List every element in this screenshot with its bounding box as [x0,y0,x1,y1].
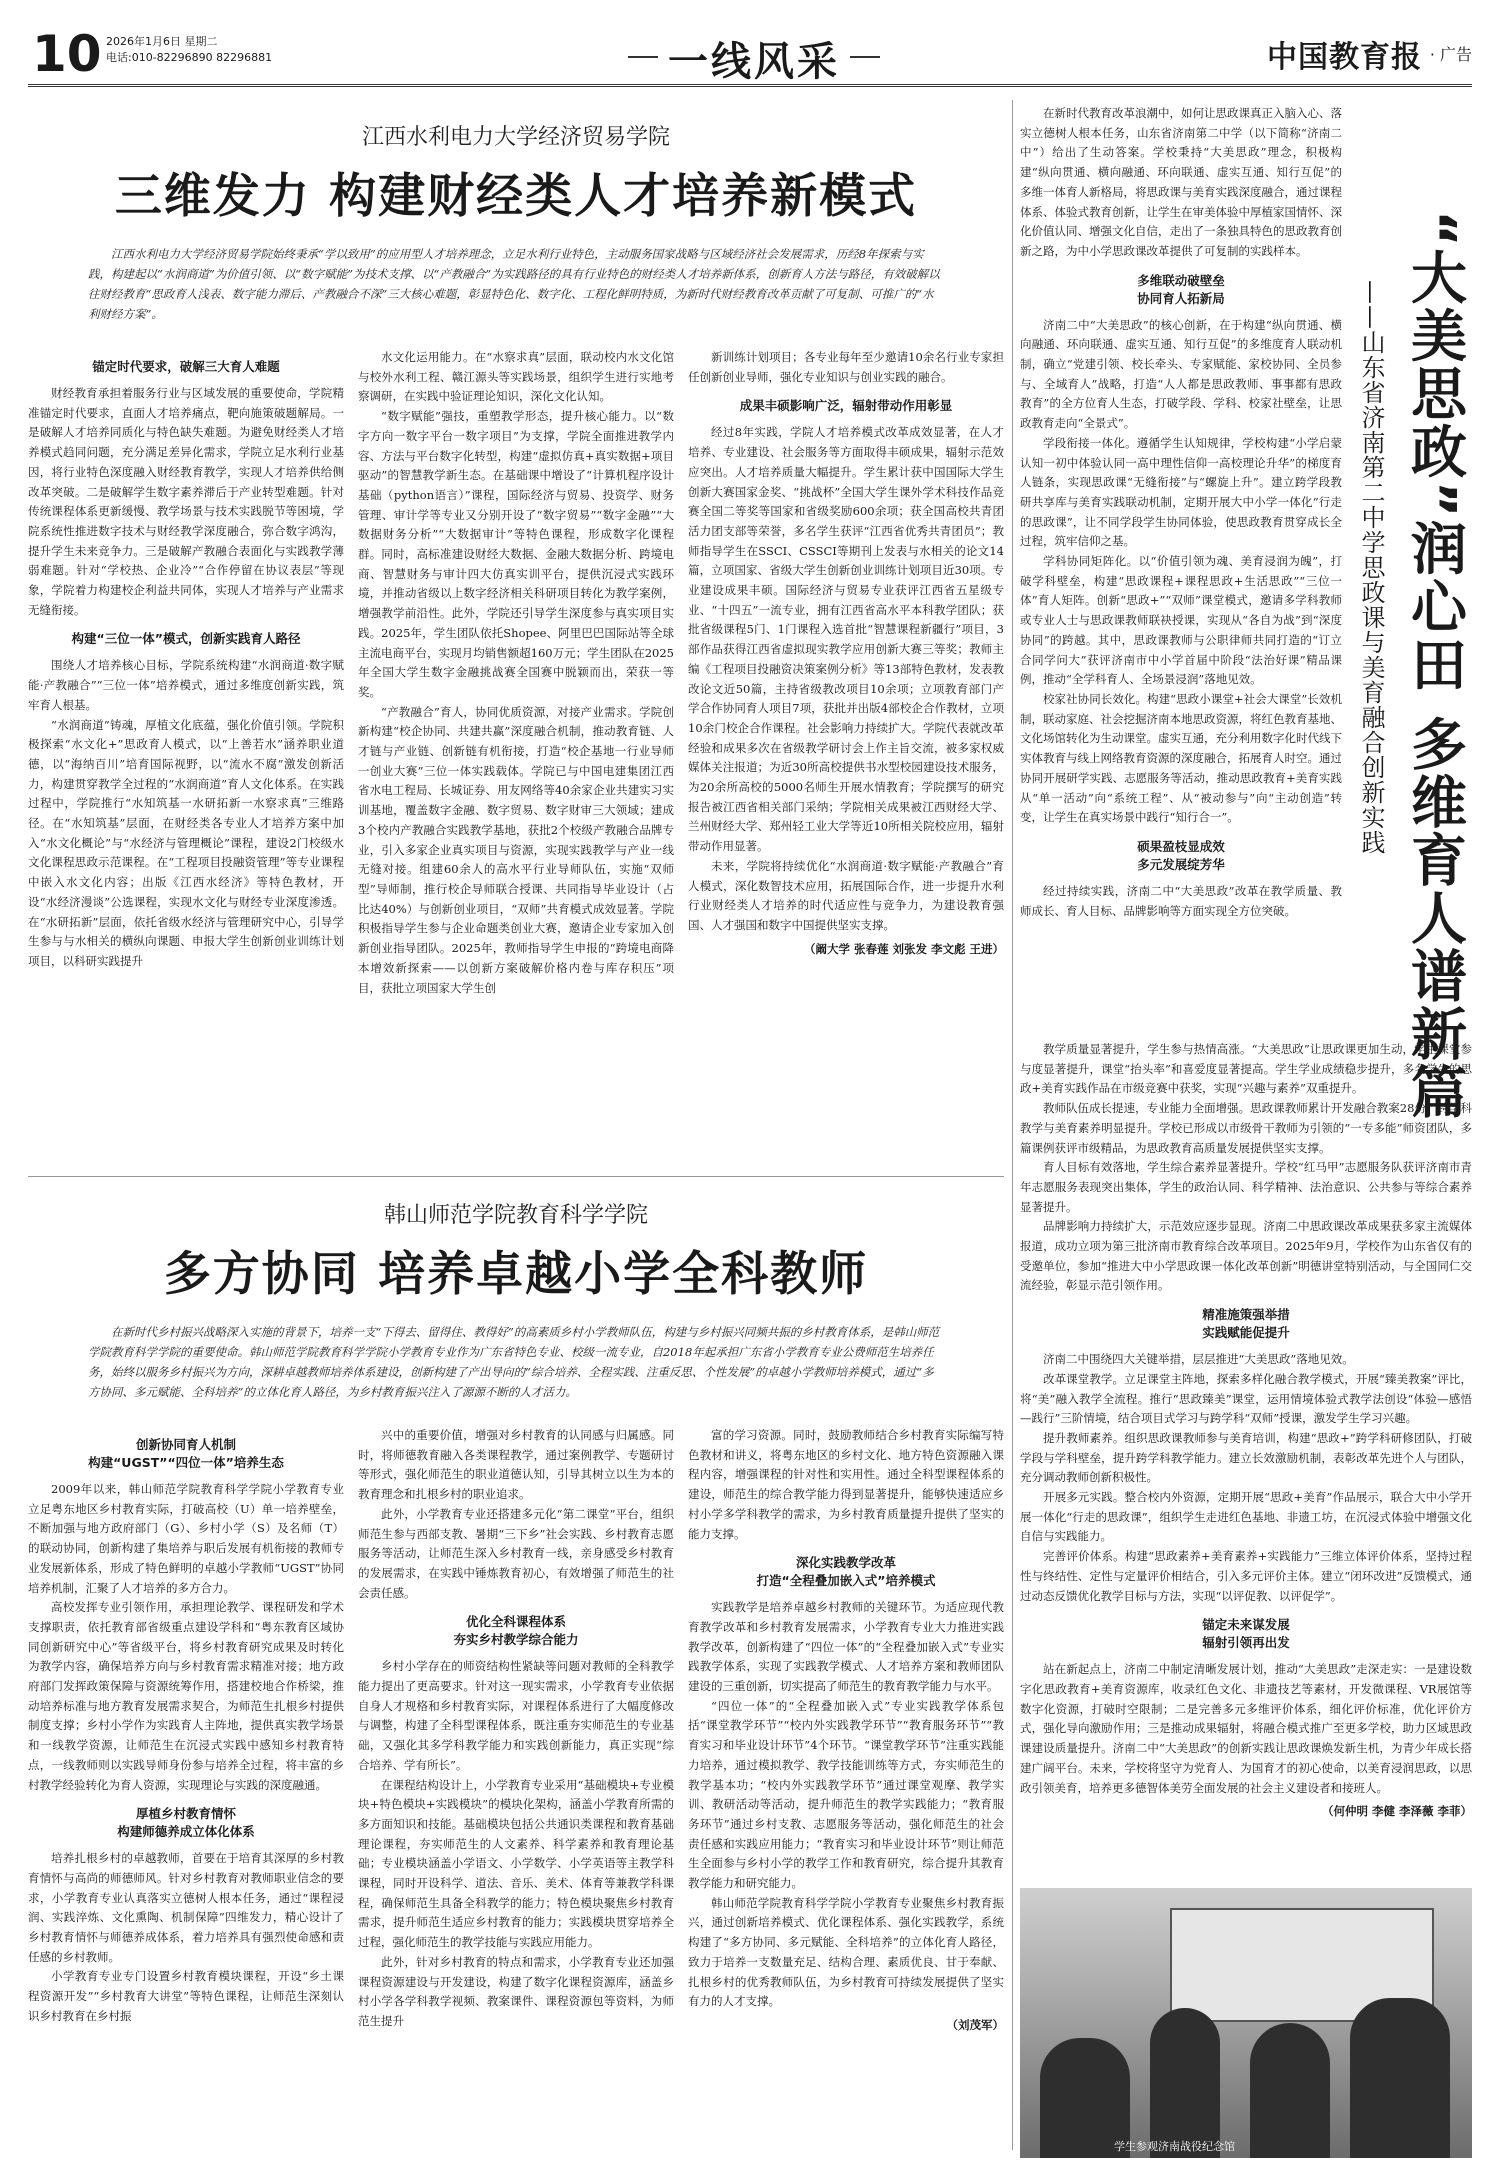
article-lead: 在新时代乡村振兴战略深入实施的背景下，培养一支“下得去、留得住、教得好”的高素质乡村小学教师队伍，构建与乡村振兴同频共振的乡村教育体系，是韩山师范学院教育科学学院的重要使命。韩山师范学院教育科学学院小学教育专业作为广东省特色专业、校级一流专业，自2018年起承担广东省小学教育专业公费师范生培养任务，始终以服务乡村振兴为方向，深耕卓越教师培养体系建设，创新构建了产出导向的“综合培养、全程实践、注重反思、个性发展”的卓越小学教师培养模式，通过“多方协同、多元赋能、全科培养”的立体化育人路径，为乡村教育振兴注入了源源不断的人才活力。 [88,1325,940,1399]
paragraph: 培养扎根乡村的卓越教师，首要在于培育其深厚的乡村教育情怀与高尚的师德师风。针对乡村教育对教师职业信念的要求，小学教育专业认真落实立德树人根本任务，通过“课程浸润、实践淬炼、文化熏陶、机制保障”四维发力，精心设计了乡村教育情怀与师德养成体系，着力培养具有强烈使命感和责任感的乡村教师。 [28,1851,344,1964]
paragraph: 在课程结构设计上，小学教育专业采用“基础模块+专业模块+特色模块+实践模块”的模块化架构，涵盖小学教育所需的多方面知识和技能。基础模块包括公共通识类课程和教育基础理论课程，夯实师范生的人文素养、科学素养和教育理论基础；专业模块涵盖小学语文、小学数学、小学英语等主教学科课程，同时开设科学、道法、音乐、美术、体育等兼教学科课程，确保师范生具备全科教学的能力；特色模块聚焦乡村教育需求，提升师范生适应乡村教育的能力；实践模块贯穿培养全过程，强化师范生的教学技能与实践应用能力。 [358,1777,674,1950]
article-kicker: 江西水利电力大学经济贸易学院 [361,125,670,150]
subheading: 精准施策强举措 实践赋能促提升 [1202,1307,1290,1341]
article-column [358,1426,674,2106]
paragraph: 财经教育承担着服务行业与区域发展的重要使命，学院精准锚定时代要求，直面人才培养痛点，靶向施策破题解局。一是破解人才培养同质化与特色缺失难题。为避免财经类人才培养模式趋同问题，充分满足差异化需求，学院立足水利行业基因，将行业特色深度融入财经教育教学，实现人才培养供给侧改革突破。二是破解学生数字素养滞后于产业转型难题。针对传统课程体系更新缓慢、教学场景与技术实践脱节等困境，学院系统性推进数字技术与财经教学深度融合，弥合数字鸿沟，提升学生未来竞争力。三是破解产教融合表面化与实践教学薄弱难题。针对“学校热、企业冷”“合作停留在协议表层”等现象，学院着力构建校企利益共同体，实现人才培养与产业需求无缝衔接。 [28,386,344,617]
article-subtitle-vertical: ——山东省济南第二中学思政课与美育融合创新实践 [1357,280,1385,855]
paragraph: 改革课堂教学。立足课堂主阵地，探索多样化融合教学模式，开展“臻美教案”评比，将“美”融入教学全流程。推行“思政臻美”课堂，运用情境体验式教学法创设“体验—感悟—践行”三阶情境，结合项目式学习与跨学科“双师”授课，激发学生学习兴趣。 [1020,1371,1472,1426]
subheading: 锚定时代要求，破解三大育人难题 [92,359,280,374]
article-separator [28,1176,1004,1177]
article-headline-vertical: “大美思政”润心田 多维育人谱新篇 [1402,210,1467,1122]
article-lead: 江西水利电力大学经济贸易学院始终秉承“学以致用”的应用型人才培养理念，立足水利行业特色，主动服务国家战略与区域经济社会发展需求，历经8年探索与实践，构建起以“水润商道”为价值引领、以“数字赋能”为技术支撑、以“产教融合”为实践路径的具有行业特色的财经类人才培养新体系，创新育人方法与路径，有效破解以往财经教育“思政育人浅表、数字能力滞后、产教融合不深”三大核心难题，彰显特色化、数字化、工程化鲜明特质，为新时代财经教育改革贡献了可复制、可推广的“水利财经方案”。 [88,247,940,321]
paragraph: 未来，学院将持续优化“水润商道·数字赋能·产教融合”育人模式，深化数智技术应用，拓展国际合作，进一步提升水利行业财经类人才培养的时代适应性与竞争力，为建设教育强国、人才强国和数字中国提供坚实支撑。 [688,858,1004,932]
paragraph: 学科协同矩阵化。以“价值引领为魂、美育浸润为魄”，打破学科壁垒，构建“思政课程+课程思政+生活思政”“三位一体”育人矩阵。创新“思政+”“双师”课堂模式，邀请多学科教师或专业人士与思政课教师联袂授课，实现从“各自为战”到“深度协同”的跨越。其中，思政课教师与公职律师共同打造的“订立合同学问大”获评济南市中小学首届中阶段“法治好课”精品课例，推动“全学科育人、全场景浸润”落地见效。 [1020,554,1342,687]
article-column [358,348,674,1118]
subheading: 深化实践教学改革 打造“全程叠加嵌入式”培养模式 [756,1555,936,1589]
paragraph: 教学质量显著提升，学生参与热情高涨。“大美思政”让思政课更加生动，学生课堂参与度显著提升，课堂“抬头率”和喜爱度显著提高。学生学业成绩稳步提升，多名学生的思政+美育实践作品在市级竞赛中获奖，实现“兴趣与素养”双重提升。 [1020,1042,1472,1096]
page-number: 10 [32,25,102,83]
article-headline: 三维发力 构建财经类人才培养新模式 [114,169,918,224]
paragraph: 完善评价体系。构建“思政素养+美育素养+实践能力”三维立体评价体系，坚持过程性与终结性、定性与定量评价相结合，引入多元评价主体。建立“闭环改进”反馈模式，通过动态反馈优化教学目标与方法，实现“以评促教、以评促学”。 [1020,1549,1472,1603]
paragraph: 高校发挥专业引领作用，承担理论教学、课程研发和学术支撑职责，依托教育部省级重点建设学科和“粤东教育区域协同创新研究中心”等省级平台，将乡村教育研究成果及时转化为教学内容，确保培养方向与乡村教育需求精准对接；地方政府部门发挥政策保障与资源统筹作用，搭建校地合作桥梁，推动培养标准与地方教育发展需求契合，为师范生扎根乡村提供制度支撑；乡村小学作为实践育人主阵地，提供真实教学场景和一线教学资源，让师范生在沉浸式实践中感知乡村教育特点，一线教师则以实践导师身份参与培养全过程，将丰富的乡村教学经验转化为育人资源，实现理论与实践的深度融通。 [28,1600,344,1792]
byline: （刘茂军） [946,2017,1004,2032]
visitor-figure [1350,1998,1450,2158]
visitor-figure [1250,2023,1330,2158]
subheading: 锚定未来谋发展 辐射引领再出发 [1202,1617,1290,1651]
subheading: 优化全科课程体系 夯实乡村教学综合能力 [453,1614,579,1648]
paragraph: 站在新起点上，济南二中制定清晰发展计划，推动“大美思政”走深走实：一是建设数字化思政教育+美育资源库，收录红色文化、非遗技艺等素材，开发微课程、VR展馆等数字化资源，打破时空限制；二是完善多元多维评价体系，细化评价标准，优化评价方式，强化导向激励作用；三是推动成果辐射，将融合模式推广至更多学校，助力区域思政课建设质量提升。济南二中“大美思政”的创新实践让思政课焕发新生机，为青少年成长搭建广阔平台。未来，学校将坚守为党育人、为国育才的初心使命，以美育浸润思政，以思政引领美育，培养更多德智体美劳全面发展的社会主义建设者和接班人。 [1020,1662,1472,1795]
paragraph: 此外，小学教育专业还搭建多元化“第二课堂”平台，组织师范生参与西部支教、暑期“三下乡”社会实践、乡村教育志愿服务等活动，让师范生深入乡村教育一线，亲身感受乡村教育的发展需求，在实践中锤炼教育初心，有效增强了师范生的社会责任感。 [358,1506,674,1600]
article-headline: 多方协同 培养卓越小学全科教师 [163,1247,869,1302]
paragraph: “数字赋能”强技，重塑教学形态，提升核心能力。以“数字方向一数字平台一数字项目”为支撑，学院全面推进教学内容、方法与平台数字化转型，构建“虚拟仿真+真实数据+项目驱动”的智慧教学新生态。在基础课中增设了“计算机程序设计基础（python语言）”课程，国际经济与贸易、投资学、财务管理、审计学等专业又分别开设了“数字贸易”“数字金融”“大数据财务分析”“大数据审计”等特色课程，形成数字化课程群。同时，高标准建设财经大数据、金融大数据分析、跨境电商、智慧财务与审计四大仿真实训平台，提供沉浸式实践环境，并推动省级以上数字经济相关科研项目转化为教学案例，增强教学前沿性。此外，学院还引导学生深度参与真实项目实践。2025年，学生团队依托Shopee、阿里巴巴国际站等全球主流电商平台，实现月均销售额超160万元；学生团队在2025年全国大学生数字金融挑战赛全国赛中脱颖而出，荣获一等奖。 [358,409,674,699]
subheading: 成果丰硕影响广泛，辐射带动作用彰显 [739,398,953,414]
paragraph: 校家社协同长效化。构建“思政小课堂+社会大课堂”长效机制，联动家庭、社会挖掘济南本地思政资源，将红色教育基地、文化场馆转化为生动课堂。虚实互通，充分利用数字化时代线下实体教育与线上网络教育资源的深度融合，拓展育人时空。通过协同开展研学实践、志愿服务等活动，推动思政教育+美育实践从“单一活动”向“系统工程”、从“被动参与”向“主动创造”转变，让学生在真实场景中践行“知行合一”。 [1020,691,1342,825]
article-jiangxi [28,100,1004,1170]
paragraph: 济南二中“大美思政”的核心创新，在于构建“纵向贯通、横向融通、环向联通、虚实互通、知行互促”的多维度育人联动机制，确立“党建引领、校长牵头、专家赋能、家校协同、全员参与、全域育人”战略，打造“人人都是思政教师、事事都有思政教育”的全方位育人生态，打破学段、学科、校家社壁垒，让思政教育走向“全景式”。 [1020,317,1342,431]
article-kicker: 韩山师范学院教育科学学院 [383,1203,648,1228]
subheading: 多维联动破壁垒 协同育人拓新局 [1137,272,1225,306]
paragraph: “产教融合”育人，协同优质资源，对接产业需求。学院创新构建“校企协同、共建共赢”深度融合机制，推动教育链、人才链与产业链、创新链有机衔接，打造“校企基地一行业导师一创业大赛”三位一体实践载体。学院已与中国电建集团江西省水电工程局、长城证券、用友网络等40余家企业共建实习实训基地，覆盖数字金融、数字贸易、数字财审三大领域；建成3个校内产教融合实践教学基地，获批2个校级产教融合品牌专业，引入多家企业真实项目与资源，实现实践教学与产业一线无缝对接。组建60余人的高水平行业导师队伍，实施“双师型”导师制，推行校企导师联合授课、共同指导毕业设计（占比达40%）与创新创业项目，“双师”共育模式成效显著。学院积极指导学生参与企业命题类创业大赛，邀请企业专家加入创新创业指导团队。2025年，教师指导学生申报的“跨境电商降本增效新探索——以创新方案破解价格内卷与库存积压”项目，获批立项国家大学生创 [358,704,674,995]
paragraph: 兴中的重要价值，增强对乡村教育的认同感与归属感。同时，将师德教育融入各类课程教学，通过案例教学、专题研讨等形式，强化师范生的职业道德认知，引导其树立以生为本的教育理念和扎根乡村的职业追求。 [358,1428,674,1502]
ad-label: · 广告 [1429,45,1472,64]
section-title: 一线风采 [668,30,840,87]
article-column [688,1426,1004,2106]
article-column [688,348,1004,1118]
paragraph: 富的学习资源。同时，鼓励教师结合乡村教育实际编写特色教材和讲义，将粤东地区的乡村文化、地方特色资源融入课程内容，增强课程的针对性和实用性。通过全科型课程体系的建设，师范生的综合教学能力得到显著提升，能够快速适应乡村小学多学科教学的需求，为乡村教育质量提升提供了坚实的能力支撑。 [688,1428,1004,1541]
article-column [28,348,344,1118]
issue-date: 2026年1月6日 星期二 [106,35,218,48]
subheading: 创新协同育人机制 构建“UGST”“四位一体”培养生态 [88,1437,284,1470]
paragraph: 围绕人才培养核心目标，学院系统构建“水润商道·数字赋能·产教融合”“三位一体”培养模式，通过多维度创新实践，筑牢育人根基。 [28,658,344,712]
paragraph: 水文化运用能力。在“水察求真”层面，联动校内水文化馆与校外水利工程、赣江源头等实践场景，组织学生进行实地考察调研，在实践中验证理论知识，深化文化认知。 [358,350,674,404]
paragraph: “水润商道”铸魂，厚植文化底蕴，强化价值引领。学院积极探索“水文化+”思政育人模式，以“上善若水”涵养职业道德，以“海纳百川”培育国际视野，以“流水不腐”激发创新活力，构建贯穿教学全过程的“水润商道”育人文化体系。在实践过程中，学院推行“水知筑基一水研拓新一水察求真”三维路径。在“水知筑基”层面，在财经类各专业人才培养方案中加入“水文化概论”与“水经济与管理概论”课程，建设2门校级水文化课程思政示范课程。在“工程项目投融资管理”等专业课程中嵌入水文化内容；出版《江西水经济》等特色教材，开设“水经济漫谈”公选课程，实现水文化与财经专业深度渗透。在“水研拓新”层面，依托省级水经济与管理研究中心，引导学生参与与水相关的横纵向课题、申报大学生创新创业训练计划项目，以科研实践提升 [28,717,344,968]
paragraph: 提升教师素养。组织思政课教师参与美育培训，构建“思政+”跨学科研修团队，打破学段与学科壁垒，提升跨学科教学能力。建立长效激励机制，表彰改革先进个人与团队，充分调动教师创新积极性。 [1020,1430,1472,1485]
article-hanshan [28,1180,1004,2155]
byline: （阚大学 张春莲 刘张发 李文彪 王进） [803,941,1004,956]
subheading: 构建“三位一体”模式，创新实践育人路径 [71,631,301,647]
article-column [28,1426,344,2106]
paragraph: 实践教学是培养卓越乡村教师的关键环节。为适应现代教育教学改革和乡村教育发展需求，小学教育专业大力推进实践教学改革，创新构建了“四位一体”的“全程叠加嵌入式”专业实践教学体系，实现了实践教学模式、人才培养方案和教师团队建设的三重创新，切实提高了师范生的教育教学能力与水平。 [688,1600,1004,1694]
paragraph: 济南二中围绕四大关键举措，层层推进“大美思政”落地见效。 [1043,1352,1354,1367]
paragraph: 2009年以来，韩山师范学院教育科学学院小学教育专业立足粤东地区乡村教育实际，打破高校（U）单一培养壁垒，不断加强与地方政府部门（G）、乡村小学（S）及名师（T）的联动协同，创新构建了集培养与职后发展有机衔接的教师专业发展新体系，形成了特色鲜明的卓越小学教师“UGST”协同培养机制，汇聚了人才培养的多方合力。 [28,1482,344,1595]
issue-meta [106,34,272,66]
paragraph: 教师队伍成长提速，专业能力全面增强。思政课教师累计开发融合教案28份，跨学科教学与美育素养明显提升。学校已形成以市级骨干教师为引领的“一专多能”师资团队，多篇课例获评市级精品，为思政教育高质量发展提供坚实支撑。 [1020,1101,1472,1155]
subheading: 硕果盈枝显成效 多元发展绽芳华 [1137,838,1225,872]
paragraph: 品牌影响力持续扩大，示范效应逐步显现。济南二中思政课改革成果获多家主流媒体报道，成功立项为第三批济南市教育综合改革项目。2025年9月，学校作为山东省仅有的受邀单位，参加“推进大中小学思政课一体化改革创新”明德讲堂特别活动，与全国同仁交流经验，彰显示范引领作用。 [1020,1219,1472,1293]
phone-number: 电话:010-82296890 82296881 [106,51,273,64]
visitor-figure [1150,2008,1220,2158]
paragraph: 开展多元实践。整合校内外资源，定期开展“思政+美育”作品展示，联合大中小学开展一体化“行走的思政课”，组织学生走进红色基地、非遗工坊，在沉浸式体验中增强文化自信与实践能力。 [1020,1490,1472,1544]
paragraph: 乡村小学存在的师资结构性紧缺等问题对教师的全科教学能力提出了更高要求。针对这一现实需求，小学教育专业依据自身人才规格和乡村教育实际，对课程体系进行了大幅度修改与调整，构建了全科型课程体系，既注重夯实师范生的专业基础，又强化其多学科教学能力和实践创新能力，真正实现“综合培养、学有所长”。 [358,1659,674,1772]
newspaper-logo: 中国教育报 [1267,40,1422,75]
article-jinan-lower [1020,1040,1472,1882]
subheading: 厚植乡村教育情怀 构建师德养成立体化体系 [117,1806,255,1840]
paragraph: 育人目标有效落地，学生综合素养显著提升。学校“红马甲”志愿服务队获评济南市青年志愿服务表现突出集体，学生的政治认同、科学精神、法治意识、公共参与等综合素养显著提升。 [1020,1160,1472,1214]
byline: （何仲明 李健 李泽薇 李菲） [1321,1804,1472,1819]
news-photo [1020,1888,1472,2158]
paragraph: 经过持续实践，济南二中“大美思政”改革在教学质量、教师成长、育人目标、品牌影响等方面实现全方位突破。 [1020,883,1342,918]
paragraph: 此外，针对乡村教育的特点和需求，小学教育专业还加强课程资源建设与开发建设，构建了数字化课程资源库，涵盖乡村小学各学科教学视频、教案课件、课程资源包等资料，为师范生提升 [358,1954,674,2028]
masthead [28,22,1472,87]
paragraph: 新训练计划项目；各专业每年至少邀请10余名行业专家担任创新创业导师，强化专业知识与创业实践的融合。 [688,350,1004,384]
article-jinan-upper [1020,104,1342,1034]
paragraph: 在新时代教育改革浪潮中，如何让思政课真正入脑入心、落实立德树人根本任务，山东省济南第二中学（以下简称“济南二中”）给出了生动答案。学校秉持“大美思政”理念，积极构建“纵向贯通、横向融通、环向联通、虚实互通、知行互促”的多维一体育人新格局，将思政课与美育实践深度融合，通过课程体系、体验式教育创新，让学生在审美体验中厚植家国情怀、深化价值认同、增强文化自信，走出了一条独具特色的思政教育创新之路，为中小学思政课改革提供了可复制的实践样本。 [1020,106,1342,258]
paragraph: 学段衔接一体化。遵循学生认知规律，学校构建“小学启蒙认知一初中体验认同一高中理性信仰一高校理论升华”的梯度育人链条，实现思政课“无缝衔接”与“螺旋上升”。建立跨学段教研共享库与美育实践联动机制，定期开展大中小学一体化“行走的思政课”，让不同学段学生协同体验，使思政教育贯穿成长全过程，筑牢信仰之基。 [1020,435,1342,549]
paragraph: 经过8年实践，学院人才培养模式改革成效显著，在人才培养、专业建设、社会服务等方面取得丰硕成果，辐射示范效应突出。人才培养质量大幅提升。学生累计获中国国际大学生创新大赛国家金奖、“挑战杯”全国大学生课外学术科技作品竞赛全国二等奖等国家和省级奖励600余项；获全国高校共青团活力团支部等荣誉，多名学生获评“江西省优秀共青团员”；教师指导学生在SSCI、CSSCI等期刊上发表与水相关的论文14篇，立项国家、省级大学生创新创业训练计划项目近30项。专业建设成果丰硕。国际经济与贸易专业获评江西省五星级专业、“十四五”一流专业，拥有江西省高水平本科教学团队；获批省级课程5门、1门课程入选首批“智慧课程新疆行”项目，3部作品获得江西省虚拟现实教学应用创新大赛三等奖；教师主编《工程项目投融资决策案例分析》等13部特色教材，发表教改论文近50篇，主持省级教改项目10余项；立项教育部门产学合作协同育人项目7项，获批并出版4部校企合作教材，立项10余门校企合作课程。社会影响力持续扩大。学院代表就改革经验和成果多次在省级教学研讨会上作主旨交流，被多家权威媒体关注报道；为近30所高校提供书水型校园建设技术服务，为20余所高校的5000名师生开展水情教育；学院撰写的研究报告被江西省相关部门采纳；学院相关成果被江西财经大学、兰州财经大学、郑州轻工业大学等近10所相关院校应用，辐射带动作用显著。 [688,425,1004,854]
paragraph: “四位一体”的“全程叠加嵌入式”专业实践教学体系包括“课堂教学环节”“校内外实践教学环节”“教育服务环节”“教育实习和毕业设计环节”4个环节。“课堂教学环节”注重实践能力培养，通过模拟教学、教学技能训练等方式，夯实师范生的教学基本功；“校内外实践教学环节”通过课堂观摩、教学实训、教研活动等活动，提升师范生的教学实践能力；“教育服务环节”通过乡村支教、志愿服务等活动，强化师范生的社会责任感和实践应用能力；“教育实习和毕业设计环节”则让师范生全面参与乡村小学的教学工作和教育研究，综合提升其教育教学能力和研究能力。 [688,1698,1004,1891]
paragraph: 小学教育专业专门设置乡村教育模块课程，开设“乡土课程资源开发”“乡村教育大讲堂”等特色课程，让师范生深刻认识乡村教育在乡村振 [28,1969,344,2023]
photo-caption: 学生参观济南战役纪念馆 [1114,2140,1235,2153]
column-divider [1012,100,1013,2150]
paragraph: 韩山师范学院教育科学学院小学教育专业聚焦乡村教育振兴，通过创新培养模式、优化课程体系、强化实践教学，系统构建了“多方协同、多元赋能、全科培养”的立体化育人路径，致力于培养一支数量充足、结构合理、素质优良、甘于奉献、扎根乡村的优秀教师队伍，为乡村教育可持续发展提供了坚实有力的人才支撑。 [688,1895,1004,2009]
